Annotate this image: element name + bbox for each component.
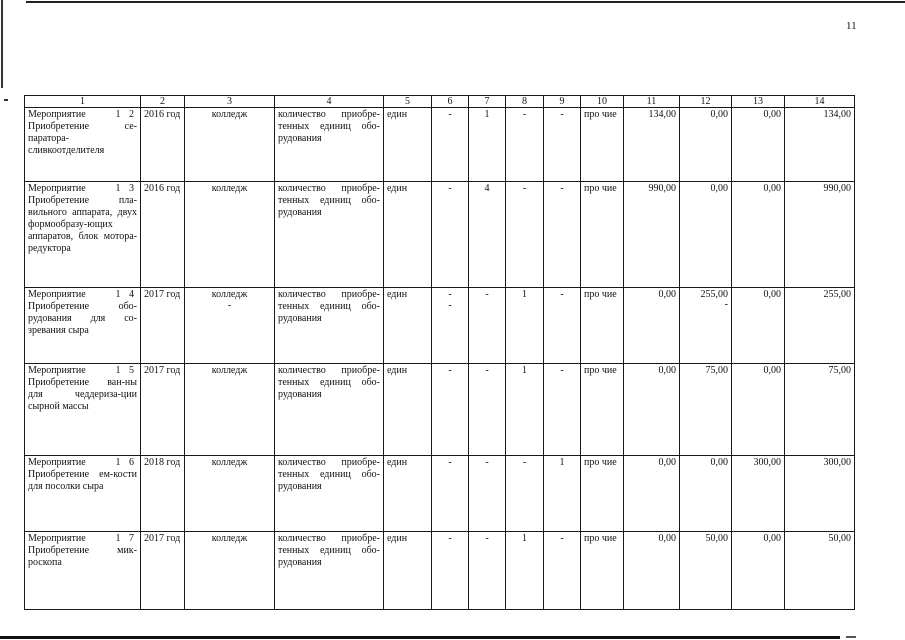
amount-12-cell [680, 456, 732, 532]
amount-11-cell: 0,00 [624, 532, 680, 610]
event-head [28, 457, 137, 469]
event-head [28, 365, 137, 377]
column-number-3: 3 [185, 96, 275, 108]
amount-12-value: 0,00 [710, 183, 728, 194]
event-head [28, 183, 137, 195]
column-number-8: 8 [506, 96, 544, 108]
event-cell [25, 288, 141, 364]
institution-cell [185, 108, 275, 182]
event-number: 1 6 [115, 457, 137, 468]
amount-13-cell: 0,00 [732, 288, 785, 364]
table-row [25, 364, 855, 456]
source-cell: про чие [581, 532, 624, 610]
event-label: Мероприятие [28, 533, 86, 544]
amount-12-cell [680, 364, 732, 456]
col8-cell: - [506, 456, 544, 532]
institution-text: колледж [211, 533, 248, 544]
event-cell [25, 364, 141, 456]
amount-12-cell [680, 532, 732, 610]
institution-mark: - [227, 300, 232, 311]
institution-cell [185, 364, 275, 456]
year-cell: 2017 год [141, 364, 185, 456]
source-cell: про чие [581, 108, 624, 182]
indicator-cell: количество приобре-тенных единиц обо-рудования [275, 182, 384, 288]
amount-12-value: 50,00 [705, 533, 728, 544]
institution-cell [185, 456, 275, 532]
indicator-cell: количество приобре-тенных единиц обо-рудования [275, 288, 384, 364]
col6-value: - [448, 109, 452, 120]
amount-11-cell: 0,00 [624, 364, 680, 456]
col9-cell: - [544, 108, 581, 182]
indicator-cell: количество приобре-тенных единиц обо-рудования [275, 364, 384, 456]
amount-14-cell: 75,00 [785, 364, 855, 456]
column-number-11: 11 [624, 96, 680, 108]
col6-value: - [448, 365, 452, 376]
event-number: 1 4 [115, 289, 137, 300]
amount-13-cell: 0,00 [732, 108, 785, 182]
event-head [28, 289, 137, 301]
bottom-scan-rule-tail [846, 636, 856, 638]
column-number-10: 10 [581, 96, 624, 108]
indicator-cell: количество приобре-тенных единиц обо-рудования [275, 456, 384, 532]
event-head [28, 533, 137, 545]
column-number-14: 14 [785, 96, 855, 108]
year-cell: 2017 год [141, 532, 185, 610]
unit-cell: един [384, 532, 432, 610]
amount-12-value: 0,00 [710, 457, 728, 468]
year-cell: 2016 год [141, 182, 185, 288]
col6-cell [432, 182, 469, 288]
table-row [25, 182, 855, 288]
col6-value: - [448, 289, 452, 300]
amount-13-cell: 0,00 [732, 364, 785, 456]
institution-cell [185, 532, 275, 610]
column-number-row [25, 96, 855, 108]
institution-text: колледж [211, 289, 248, 300]
event-cell [25, 108, 141, 182]
col6-cell [432, 532, 469, 610]
col6-extra: - [448, 300, 452, 311]
institution-text: колледж [211, 457, 248, 468]
unit-cell: един [384, 108, 432, 182]
source-cell: про чие [581, 288, 624, 364]
column-number-5: 5 [384, 96, 432, 108]
institution-text: колледж [211, 365, 248, 376]
amount-12-cell [680, 182, 732, 288]
col6-cell [432, 288, 469, 364]
col6-value: - [448, 457, 452, 468]
left-margin-dash [4, 99, 8, 101]
col6-cell [432, 364, 469, 456]
col7-cell: - [469, 532, 506, 610]
column-number-2: 2 [141, 96, 185, 108]
col6-value: - [448, 183, 452, 194]
col7-cell: - [469, 288, 506, 364]
event-number: 1 7 [115, 533, 137, 544]
column-number-13: 13 [732, 96, 785, 108]
year-cell: 2017 год [141, 288, 185, 364]
table-row [25, 108, 855, 182]
col9-cell: 1 [544, 456, 581, 532]
col9-cell: - [544, 364, 581, 456]
source-cell: про чие [581, 364, 624, 456]
col8-cell: - [506, 108, 544, 182]
event-number: 1 3 [115, 183, 137, 194]
amount-12-value: 75,00 [705, 365, 728, 376]
event-head [28, 109, 137, 121]
unit-cell: един [384, 364, 432, 456]
column-number-12: 12 [680, 96, 732, 108]
institution-text: колледж [211, 109, 248, 120]
col8-cell: 1 [506, 288, 544, 364]
page-number: 11 [846, 20, 857, 32]
column-number-7: 7 [469, 96, 506, 108]
event-number: 1 2 [115, 109, 137, 120]
column-number-9: 9 [544, 96, 581, 108]
event-text: Приобретение ван-ны для чеддериза-ции сырной массы [28, 377, 137, 412]
indicator-cell: количество приобре-тенных единиц обо-рудования [275, 108, 384, 182]
col8-cell: - [506, 182, 544, 288]
amount-13-cell: 300,00 [732, 456, 785, 532]
table-row [25, 456, 855, 532]
col7-cell: 4 [469, 182, 506, 288]
unit-cell: един [384, 182, 432, 288]
indicator-cell: количество приобре-тенных единиц обо-рудования [275, 532, 384, 610]
source-cell: про чие [581, 182, 624, 288]
amount-13-cell: 0,00 [732, 532, 785, 610]
event-label: Мероприятие [28, 109, 86, 120]
event-text: Приобретение обо-рудования для со-зревания сыра [28, 301, 137, 336]
amount-14-cell: 990,00 [785, 182, 855, 288]
source-cell: про чие [581, 456, 624, 532]
col8-cell: 1 [506, 364, 544, 456]
col9-cell: - [544, 182, 581, 288]
col9-cell: - [544, 532, 581, 610]
amount-11-cell: 990,00 [624, 182, 680, 288]
event-label: Мероприятие [28, 457, 86, 468]
institution-cell [185, 182, 275, 288]
table-row [25, 532, 855, 610]
column-number-1: 1 [25, 96, 141, 108]
col6-value: - [448, 533, 452, 544]
amount-12-value: 0,00 [710, 109, 728, 120]
amount-14-cell: 300,00 [785, 456, 855, 532]
event-label: Мероприятие [28, 183, 86, 194]
amount-11-cell: 0,00 [624, 456, 680, 532]
year-cell: 2016 год [141, 108, 185, 182]
amount-12-cell [680, 288, 732, 364]
year-cell: 2018 год [141, 456, 185, 532]
event-cell [25, 456, 141, 532]
col8-cell: 1 [506, 532, 544, 610]
top-scan-rule [26, 1, 905, 3]
event-cell [25, 532, 141, 610]
col9-cell: - [544, 288, 581, 364]
column-number-4: 4 [275, 96, 384, 108]
event-cell [25, 182, 141, 288]
col7-cell: 1 [469, 108, 506, 182]
amount-12-value: 255,00 [700, 289, 728, 300]
col7-cell: - [469, 364, 506, 456]
unit-cell: един [384, 456, 432, 532]
amount-12-mark: - [724, 299, 728, 310]
amount-11-cell: 0,00 [624, 288, 680, 364]
institution-cell [185, 288, 275, 364]
amount-14-cell: 134,00 [785, 108, 855, 182]
event-text: Приобретение ем-кости для посолки сыра [28, 469, 137, 492]
amount-11-cell: 134,00 [624, 108, 680, 182]
col6-cell [432, 456, 469, 532]
event-number: 1 5 [115, 365, 137, 376]
event-text: Приобретение мик-роскопа [28, 545, 137, 568]
col7-cell: - [469, 456, 506, 532]
column-number-6: 6 [432, 96, 469, 108]
measures-table [24, 95, 855, 610]
unit-cell: един [384, 288, 432, 364]
left-margin-mark [1, 0, 3, 88]
col6-cell [432, 108, 469, 182]
amount-12-cell [680, 108, 732, 182]
event-label: Мероприятие [28, 289, 86, 300]
table-row [25, 288, 855, 364]
amount-14-cell: 50,00 [785, 532, 855, 610]
amount-14-cell: 255,00 [785, 288, 855, 364]
event-text: Приобретение се-паратора-сливкоотделителя [28, 121, 137, 156]
event-label: Мероприятие [28, 365, 86, 376]
event-text: Приобретение пла-вильного аппарата, двух формообразу-ющих аппаратов, блок мотора-редуктора [28, 195, 137, 254]
institution-text: колледж [211, 183, 248, 194]
amount-13-cell: 0,00 [732, 182, 785, 288]
bottom-scan-rule [0, 636, 840, 639]
